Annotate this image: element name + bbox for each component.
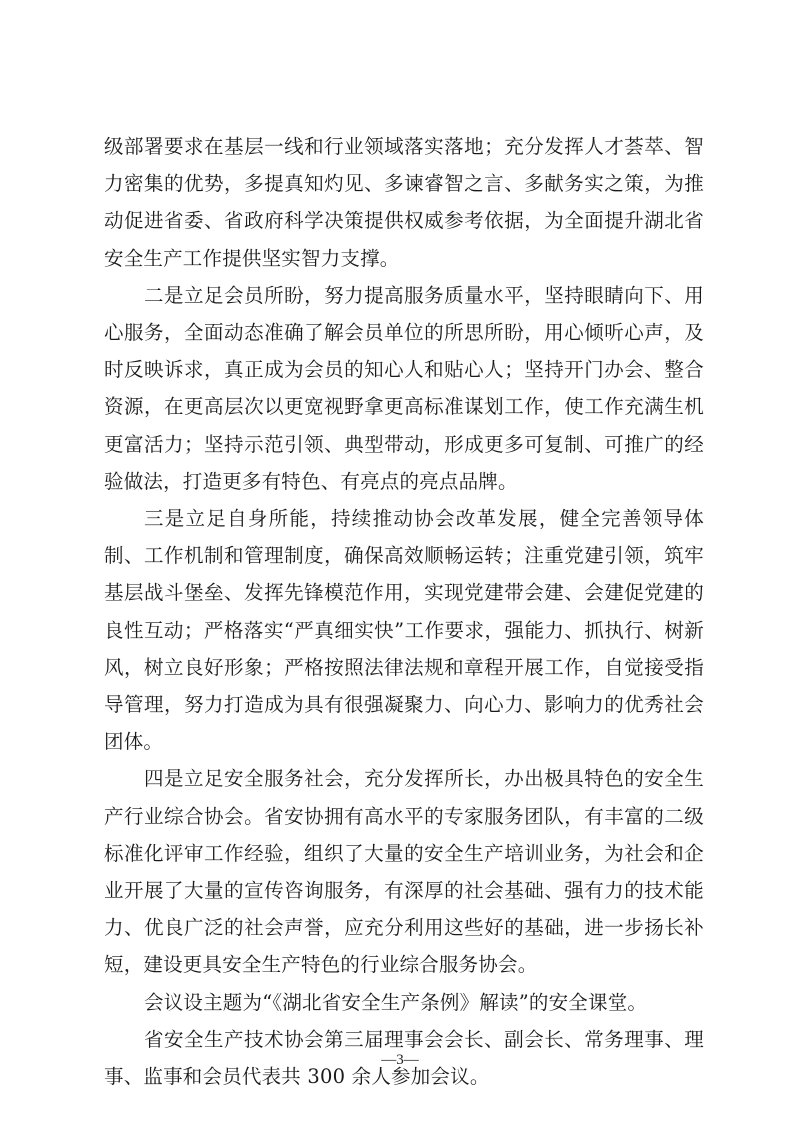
paragraph-5-safety-class: 会议设主题为“《湖北省安全生产条例》解读”的安全课堂。: [144, 990, 648, 1014]
paragraph-1-continuation: 级部署要求在基层一线和行业领域落实落地；充分发挥人才荟萃、智力密集的优势，多提真知灼见、多谏睿智之言、多献务实之策，为推动促进省委、省政府科学决策提供权威参考依据，为全面提升湖北省安全生产工作提供坚实智力支撑。: [104, 135, 704, 270]
paragraph-3-reform-development: 三是立足自身所能，持续推动协会改革发展，健全完善领导体制、工作机制和管理制度，确保高效顺畅运转；注重党建引领，筑牢基层战斗堡垒、发挥先锋模范作用，实现党建带会建、会建促党建的良性互动；严格落实“严真细实快”工作要求，强能力、抓执行、树新风，树立良好形象；严格按照法律法规和章程开展工作，自觉接受指导管理，努力打造成为具有很强凝聚力、向心力、影响力的优秀社会团体。: [104, 507, 704, 754]
page-number: —3—: [381, 1052, 419, 1068]
paragraph-2-service-quality: 二是立足会员所盼，努力提高服务质量水平，坚持眼睛向下、用心服务，全面动态准确了解会员单位的所思所盼，用心倾听心声，及时反映诉求，真正成为会员的知心人和贴心人；坚持开门办会、整合资源，在更高层次以更宽视野拿更高标准谋划工作，使工作充满生机更富活力；坚持示范引领、典型带动，形成更多可复制、可推广的经验做法，打造更多有特色、有亮点的亮点品牌。: [104, 283, 704, 493]
paragraph-6-attendees: 省安全生产技术协会第三届理事会会长、副会长、常务理事、理事、监事和会员代表共 300 余人参加会议。: [104, 1027, 704, 1089]
paragraph-4-serve-society: 四是立足安全服务社会，充分发挥所长，办出极具特色的安全生产行业综合协会。省安协拥有高水平的专家服务团队，有丰富的二级标准化评审工作经验，组织了大量的安全生产培训业务，为社会和企业开展了大量的宣传咨询服务，有深厚的社会基础、强有力的技术能力、优良广泛的社会声誉，应充分利用这些好的基础，进一步扬长补短，建设更具安全生产特色的行业综合服务协会。: [104, 767, 704, 977]
document-body: [104, 128, 704, 1095]
